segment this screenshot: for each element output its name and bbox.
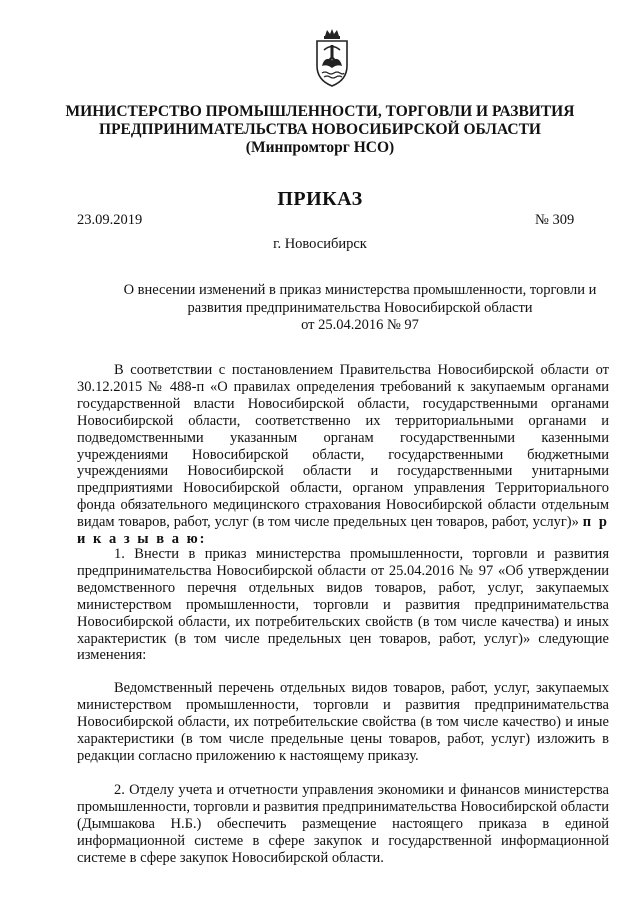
subject-line-2: развития предпринимательства Новосибирской области — [187, 299, 533, 316]
document-date: 23.09.2019 — [77, 212, 143, 228]
preamble-text: В соответствии с постановлением Правительства Новосибирской области от 30.12.2015 № 488-п «О правилах определения требований к закупаемым органами государственной власти Новосибирской области, государственными органами Новосибирской области, соответственно их территориальными органами и подведомственными указанным органам государственными казенными учреждениями Новосибирской области, государственными бюджетными учреждениями Новосибирской области и государственными унитарными предприятиями Новосибирской области, органом управления Территориального фонда обязательного медицинского страхования Новосибирской области отдельным видам товаров, работ, услуг (в том числе предельных цен товаров, работ, услуг)» — [77, 362, 609, 531]
document-type-title: ПРИКАЗ — [277, 188, 363, 210]
subject-line-3: от 25.04.2016 № 97 — [301, 317, 419, 333]
organization-name-line-1: МИНИСТЕРСТВО ПРОМЫШЛЕННОСТИ, ТОРГОВЛИ И РАЗВИТИЯ — [65, 103, 575, 120]
document-number: № 309 — [535, 212, 575, 228]
document-city: г. Новосибирск — [273, 236, 367, 252]
paragraph-preamble — [77, 362, 609, 548]
organization-short-name: (Минпромторг НСО) — [245, 139, 395, 156]
paragraph-item-1: 1. Внести в приказ министерства промышленности, торговли и развития предпринимательства Новосибирской области от 25.04.2016 № 97 «Об утверждении ведомственного перечня отдельных видов товаров, работ, услуг, закупаемых министерством промышленности, торговли и развития предпринимательства Новосибирской области, их потребительских свойств (в том числе качества) и иных характеристик (в том числе предельных цен товаров, работ, услуг)» следующие изменения: — [77, 546, 609, 664]
paragraph-item-1-detail: Ведомственный перечень отдельных видов товаров, работ, услуг, закупаемых министерством промышленности, торговли и развития предпринимательства Новосибирской области, их потребительские свойства (в том числе качество) и иные характеристики (в том числе предельные цены товаров, работ, услуг) изложить в редакции согласно приложению к настоящему приказу. — [77, 680, 609, 764]
order-keyword: п р и к а з ы в а ю: — [77, 514, 609, 548]
organization-name-line-2: ПРЕДПРИНИМАТЕЛЬСТВА НОВОСИБИРСКОЙ ОБЛАСТИ — [99, 121, 541, 138]
coat-of-arms-icon — [313, 28, 351, 88]
subject-line-1: О внесении изменений в приказ министерства промышленности, торговли и — [123, 282, 597, 298]
document-subject — [100, 282, 620, 335]
paragraph-item-2: 2. Отделу учета и отчетности управления экономики и финансов министерства промышленности, торговли и развития предпринимательства Новосибирской области (Дымшакова Н.Б.) обеспечить размещение настоящего приказа в единой информационной системе в сфере закупок и государственной информационной системе в сфере закупок Новосибирской области. — [77, 782, 609, 866]
